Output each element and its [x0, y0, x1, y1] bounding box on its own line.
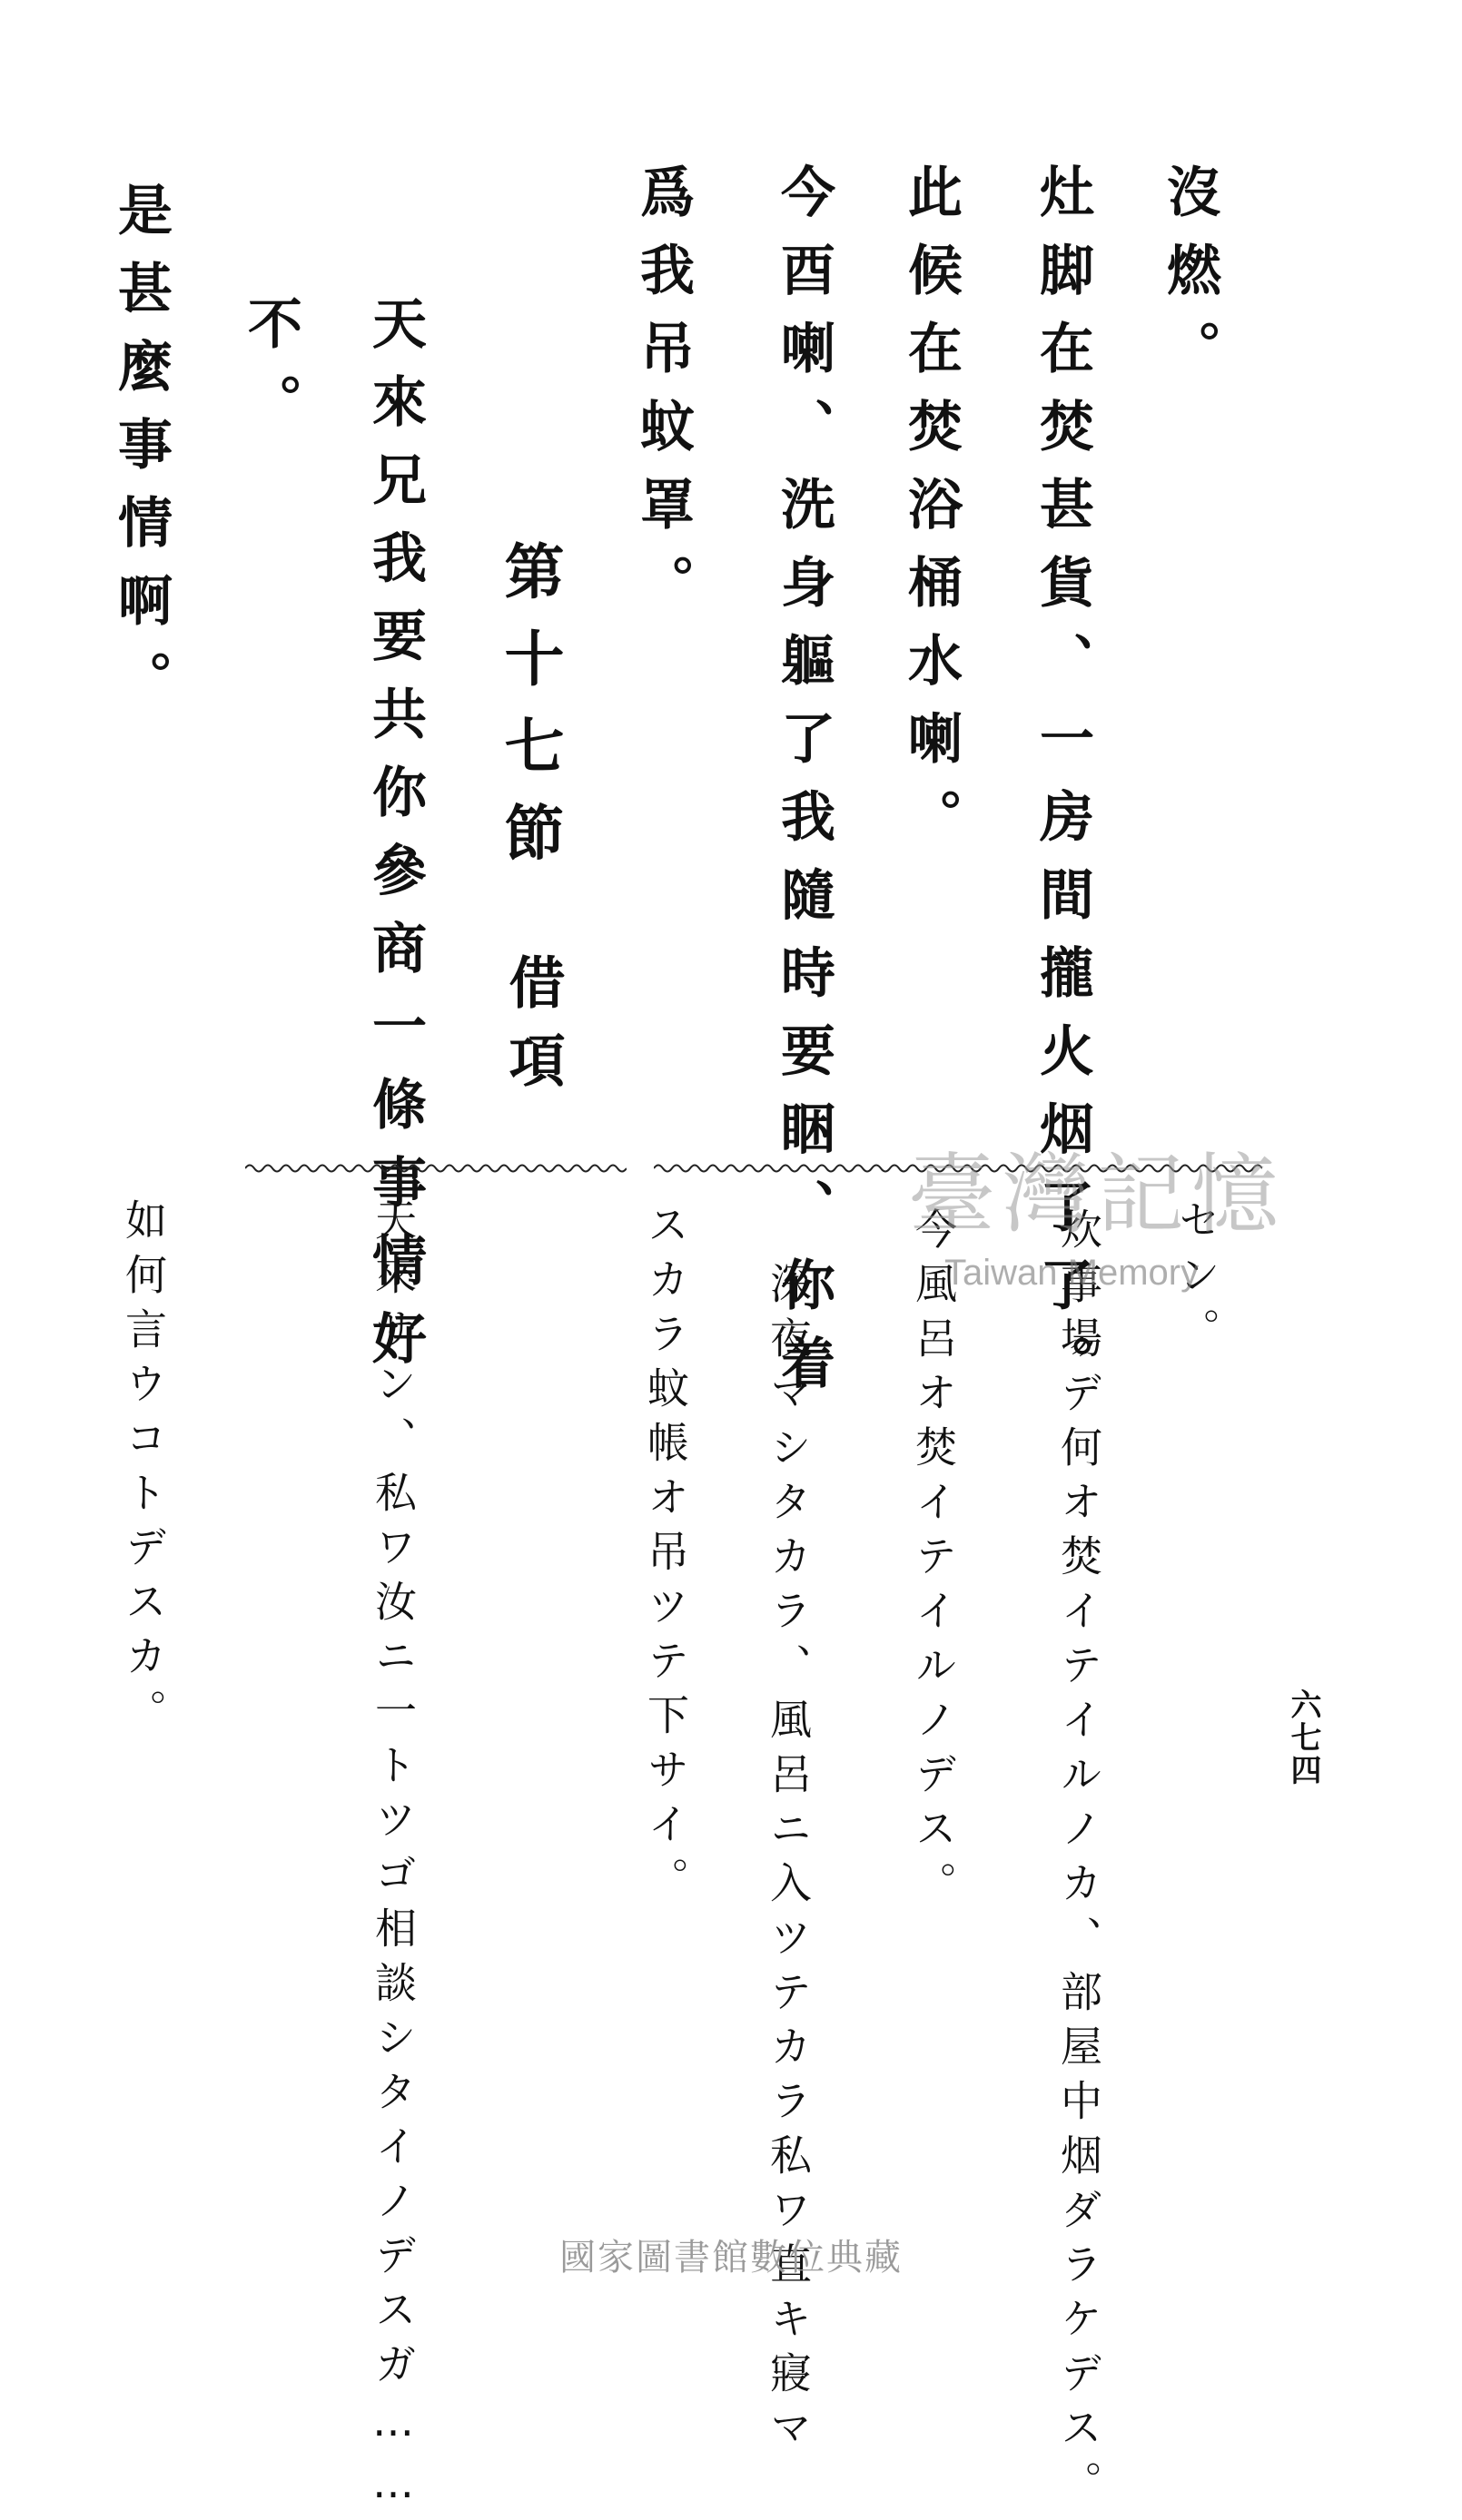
japanese-column-5: スカラ蚊帳オ吊ツテ下サイ。: [641, 1203, 690, 1911]
wavy-divider-left: [245, 1162, 627, 1175]
chinese-column-6: 天來兄我要共你參商一條事情好: [363, 295, 427, 1388]
page-number: 六七四: [1285, 1688, 1321, 1787]
watermark-logo: 臺灣記憶: [908, 1144, 1286, 1245]
japanese-column-7: 如何言ウコトデスカ。: [119, 1198, 168, 1743]
section-title: 第十七節: [494, 540, 565, 889]
chinese-column-3: 此候在焚浴桶水喇。: [899, 163, 963, 866]
japanese-column-4: 深夜マシタカラ、風呂ニ入ツテカラ私ワ直キ寢マ: [764, 1262, 813, 2460]
japanese-column-6: 天來サン、私ワ汝ニ一トツゴ相談シタイノデスガ……: [369, 1198, 418, 2520]
footer-archive-label: 國家圖書館數位典藏: [559, 2237, 903, 2279]
chinese-column-1: 沒燃。: [1158, 163, 1221, 398]
watermark-subtext: Taiwan Memory: [944, 1253, 1200, 1293]
japanese-column-1: セン。: [1172, 1198, 1221, 1362]
chinese-column-7: 不。: [239, 295, 302, 451]
japanese-column-3: 今風呂オ焚イテイルノデス。: [909, 1207, 958, 1915]
chinese-column-2: 灶脚在焚甚貨、一房間攏火烟了了。: [1031, 163, 1094, 1413]
chinese-column-5: 爲我吊蚊罩。: [631, 163, 695, 632]
japanese-column-2: 炊事場デ何オ焚イテイルノカ、部屋中烟ダラケデス。: [1054, 1207, 1103, 2515]
section-subtitle: 借項: [499, 953, 566, 1109]
chinese-column-4: 今酉喇、洗身軀了我隨時要睏、你着: [772, 163, 835, 1413]
chinese-column-8: 是甚麼事情啊。: [109, 182, 173, 728]
